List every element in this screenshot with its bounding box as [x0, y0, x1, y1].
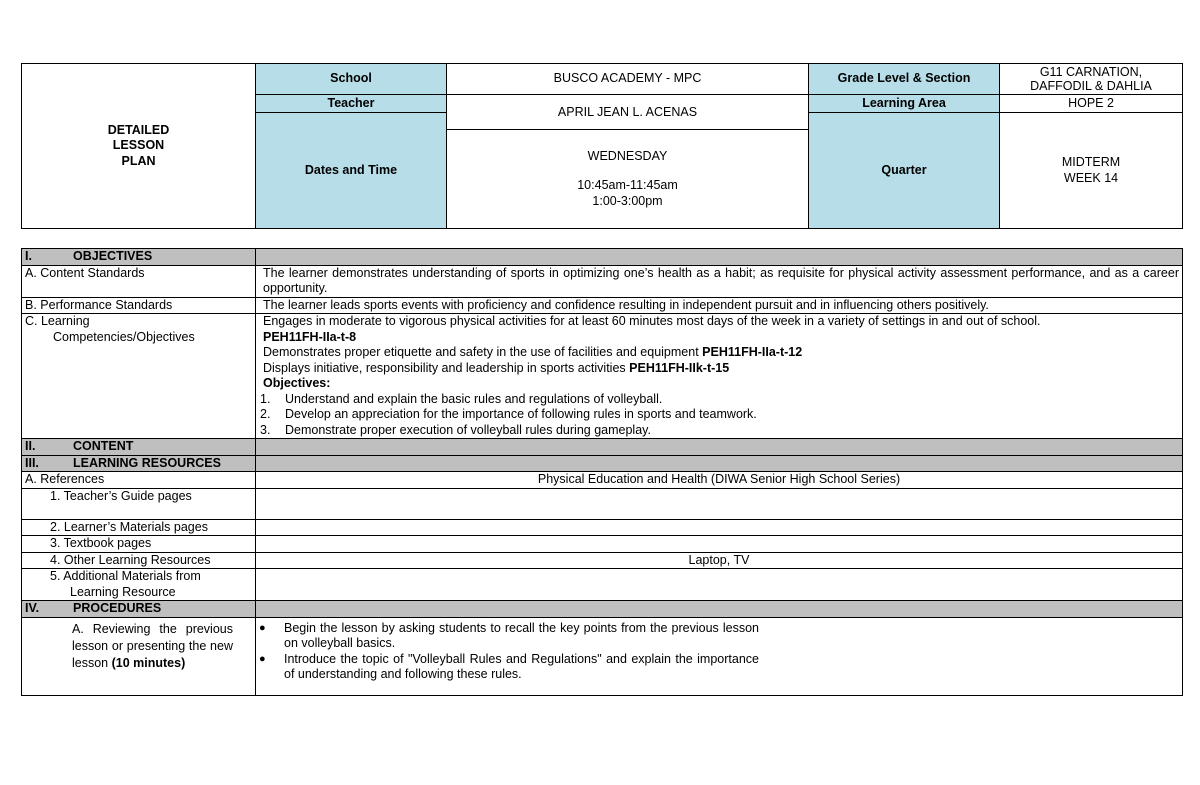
- dates-value: [447, 130, 809, 229]
- row-label: 2. Learner’s Materials pages: [22, 519, 256, 536]
- quarter-value: [1000, 113, 1183, 229]
- header-table: [21, 63, 1183, 229]
- section-heading: [22, 601, 256, 618]
- competency-code: PEH11FH-IIa-t-12: [702, 345, 803, 359]
- section-title: LEARNING RESOURCES: [73, 455, 221, 470]
- row-label: A. Content Standards: [22, 265, 256, 297]
- grade-line: G11 CARNATION,: [1039, 65, 1143, 80]
- title-line: PLAN: [121, 153, 156, 168]
- grade-label: Grade Level & Section: [809, 64, 1000, 95]
- lesson-body-table: [21, 248, 1183, 696]
- additional-materials-row: [22, 569, 1183, 601]
- section-heading-fill: [256, 439, 1183, 456]
- bullet-dot-icon: ●: [259, 652, 266, 665]
- dates-label: Dates and Time: [256, 113, 447, 229]
- time-label: (10 minutes): [111, 655, 186, 670]
- list-item: ● Begin the lesson by asking students to recall the key points from the previous lesson on volleyball basics.: [259, 620, 759, 650]
- section-number: I.: [25, 249, 32, 263]
- resource-row: [22, 519, 1183, 536]
- label-line: 5. Additional Materials from: [50, 569, 201, 583]
- section-title: OBJECTIVES: [73, 249, 153, 263]
- competencies-text: [256, 314, 1183, 439]
- teacher-label: Teacher: [256, 95, 447, 113]
- resource-value: [256, 536, 1183, 553]
- row-label: [22, 314, 256, 439]
- content-standards-row: [22, 265, 1183, 297]
- section-number: II.: [25, 439, 36, 453]
- section-title: CONTENT: [73, 439, 134, 453]
- section-number: IV.: [25, 601, 40, 615]
- section-heading: [22, 249, 256, 266]
- section-title: PROCEDURES: [73, 601, 162, 615]
- content-standards-text: The learner demonstrates understanding of sports in optimizing one’s health as a habit; as requisite for physical activity assessment performance, and as a career opportunity.: [256, 265, 1183, 297]
- school-label: School: [256, 64, 447, 95]
- bullet-dot-icon: ●: [259, 621, 266, 634]
- row-label: 4. Other Learning Resources: [22, 552, 256, 569]
- section-number: III.: [25, 455, 39, 470]
- content-heading-row: [22, 439, 1183, 456]
- performance-standards-row: [22, 297, 1183, 314]
- row-label: 1. Teacher’s Guide pages: [22, 488, 256, 519]
- section-heading-fill: [256, 601, 1183, 618]
- competency-code: PEH11FH-IIk-t-15: [629, 360, 730, 375]
- grade-value: [1000, 64, 1183, 95]
- section-heading: [22, 439, 256, 456]
- competency-3: Displays initiative, responsibility and leadership in sports activities PEH11FH-IIk-t-15: [263, 360, 730, 375]
- label-line: Learning Resource: [70, 584, 176, 599]
- title-line: DETAILED: [107, 122, 170, 137]
- procedure-a-content: [256, 617, 1183, 695]
- resource-value: [256, 519, 1183, 536]
- competencies-row: [22, 314, 1183, 439]
- resource-row: [22, 536, 1183, 553]
- resource-row: [22, 488, 1183, 519]
- objectives-title: Objectives:: [263, 376, 331, 390]
- section-heading: [22, 455, 256, 472]
- list-item: ● Introduce the topic of "Volleyball Rules and Regulations" and explain the importance of understanding and following these rules.: [259, 651, 759, 681]
- grade-line: DAFFODIL & DAHLIA: [1030, 79, 1152, 94]
- procedures-heading-row: [22, 601, 1183, 618]
- dates-line: 10:45am-11:45am: [577, 178, 678, 193]
- title-line: LESSON: [112, 138, 165, 153]
- references-value: Physical Education and Health (DIWA Senior High School Series): [256, 472, 1183, 489]
- row-label: A. References: [22, 472, 256, 489]
- competency-code: PEH11FH-IIa-t-8: [263, 329, 357, 344]
- area-value: HOPE 2: [1000, 95, 1183, 113]
- references-row: [22, 472, 1183, 489]
- objective-item: 3. Demonstrate proper execution of volleyball rules during gameplay.: [260, 422, 651, 437]
- quarter-label: Quarter: [809, 113, 1000, 229]
- section-heading-fill: [256, 455, 1183, 472]
- label-line: C. Learning: [25, 314, 90, 328]
- resource-value: [256, 488, 1183, 519]
- resource-row: [22, 552, 1183, 569]
- objectives-heading-row: [22, 249, 1183, 266]
- objective-item: 2. Develop an appreciation for the importance of following rules in sports and teamwork.: [260, 407, 757, 421]
- school-value: BUSCO ACADEMY - MPC: [447, 64, 809, 95]
- quarter-line: WEEK 14: [1063, 170, 1119, 185]
- quarter-line: MIDTERM: [1061, 155, 1121, 170]
- row-label: 3. Textbook pages: [22, 536, 256, 553]
- resource-value: Laptop, TV: [256, 552, 1183, 569]
- area-label: Learning Area: [809, 95, 1000, 113]
- competency-2: Demonstrates proper etiquette and safety in the use of facilities and equipment PEH11FH-IIa-t-12: [263, 345, 803, 359]
- dates-line: WEDNESDAY: [587, 148, 668, 163]
- competency-1: Engages in moderate to vigorous physical activities for at least 60 minutes most days of the week in a variety of settings in and out of school.: [263, 314, 1041, 328]
- label-line: Competencies/Objectives: [53, 329, 195, 344]
- row-label: A. Reviewing the previous lesson or presenting the new lesson (10 minutes): [22, 617, 256, 695]
- section-heading-fill: [256, 249, 1183, 266]
- objective-item: 1. Understand and explain the basic rules and regulations of volleyball.: [260, 391, 663, 406]
- performance-standards-text: The learner leads sports events with proficiency and confidence resulting in independent pursuit and in influencing others positively.: [256, 297, 1183, 314]
- additional-materials-value: [256, 569, 1183, 601]
- lesson-plan-title: [22, 64, 256, 229]
- resources-heading-row: [22, 455, 1183, 472]
- bullet-list: [259, 621, 759, 683]
- procedure-a-row: [22, 617, 1183, 695]
- dates-line: 1:00-3:00pm: [592, 193, 663, 208]
- row-label: B. Performance Standards: [22, 297, 256, 314]
- teacher-value: APRIL JEAN L. ACENAS: [447, 95, 809, 130]
- row-label: [22, 569, 256, 601]
